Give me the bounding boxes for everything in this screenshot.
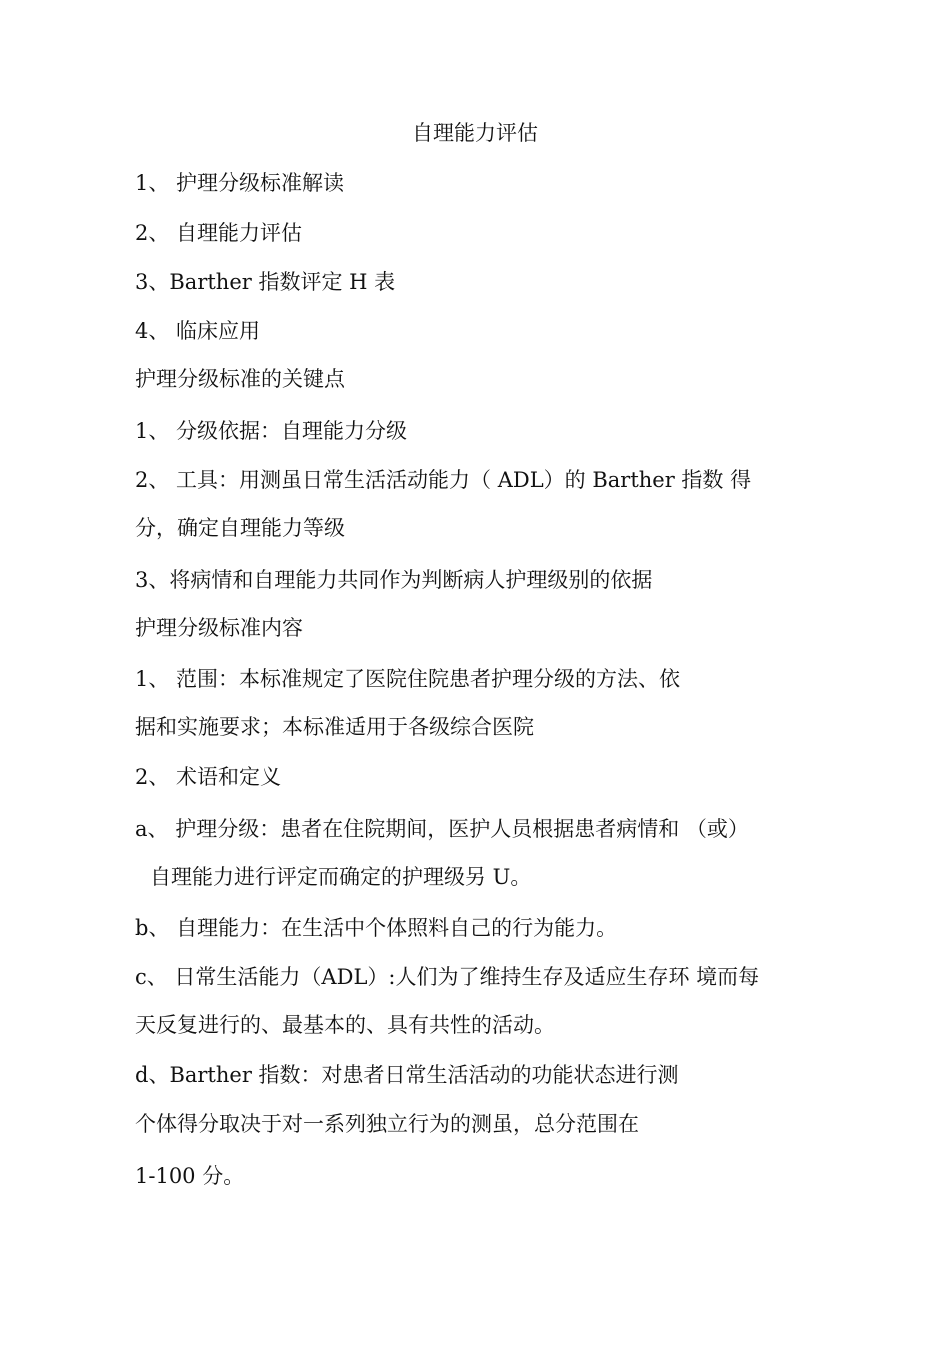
text-line-14: a、 护理分级：患者在住院期间，医护人员根据患者病情和 （或） [135, 817, 749, 841]
text-line-17: c、 日常生活能力（ADL）:人们为了维持生存及适应生存环 境而每 [135, 965, 760, 989]
section-heading-content: 护理分级标准内容 [135, 616, 303, 640]
text-line-16: b、 自理能力：在生活中个体照料自己的行为能力。 [135, 916, 618, 940]
text-line-19: d、Barther 指数：对患者日常生活活动的功能状态进行测 [135, 1063, 679, 1087]
text-line-1: 1、 护理分级标准解读 [135, 171, 345, 195]
text-line-15: 自理能力进行评定而确定的护理级另 U。 [150, 865, 532, 889]
text-line-21: 1-100 分。 [135, 1164, 245, 1188]
text-line-20: 个体得分取决于对一系列独立行为的测虽，总分范围在 [135, 1112, 639, 1136]
text-line-7: 2、 工具：用测虽日常生活活动能力（ ADL）的 Barther 指数 得 [135, 468, 752, 492]
text-line-12: 据和实施要求；本标准适用于各级综合医院 [135, 715, 534, 739]
text-line-2: 2、 自理能力评估 [135, 221, 303, 245]
text-line-6: 1、 分级依据：自理能力分级 [135, 419, 408, 443]
text-line-9: 3、将病情和自理能力共同作为判断病人护理级别的依据 [135, 568, 653, 592]
text-line-13: 2、 术语和定义 [135, 765, 282, 789]
text-line-11: 1、 范围：本标准规定了医院住院患者护理分级的方法、依 [135, 667, 681, 691]
text-line-8: 分，确定自理能力等级 [135, 516, 345, 540]
document-title: 自理能力评估 [412, 121, 538, 145]
text-line-18: 天反复进行的、最基本的、具有共性的活动。 [135, 1013, 555, 1037]
section-heading-key-points: 护理分级标准的关键点 [135, 367, 345, 391]
text-line-3: 3、Barther 指数评定 H 表 [135, 270, 396, 294]
text-line-4: 4、 临床应用 [135, 319, 261, 343]
